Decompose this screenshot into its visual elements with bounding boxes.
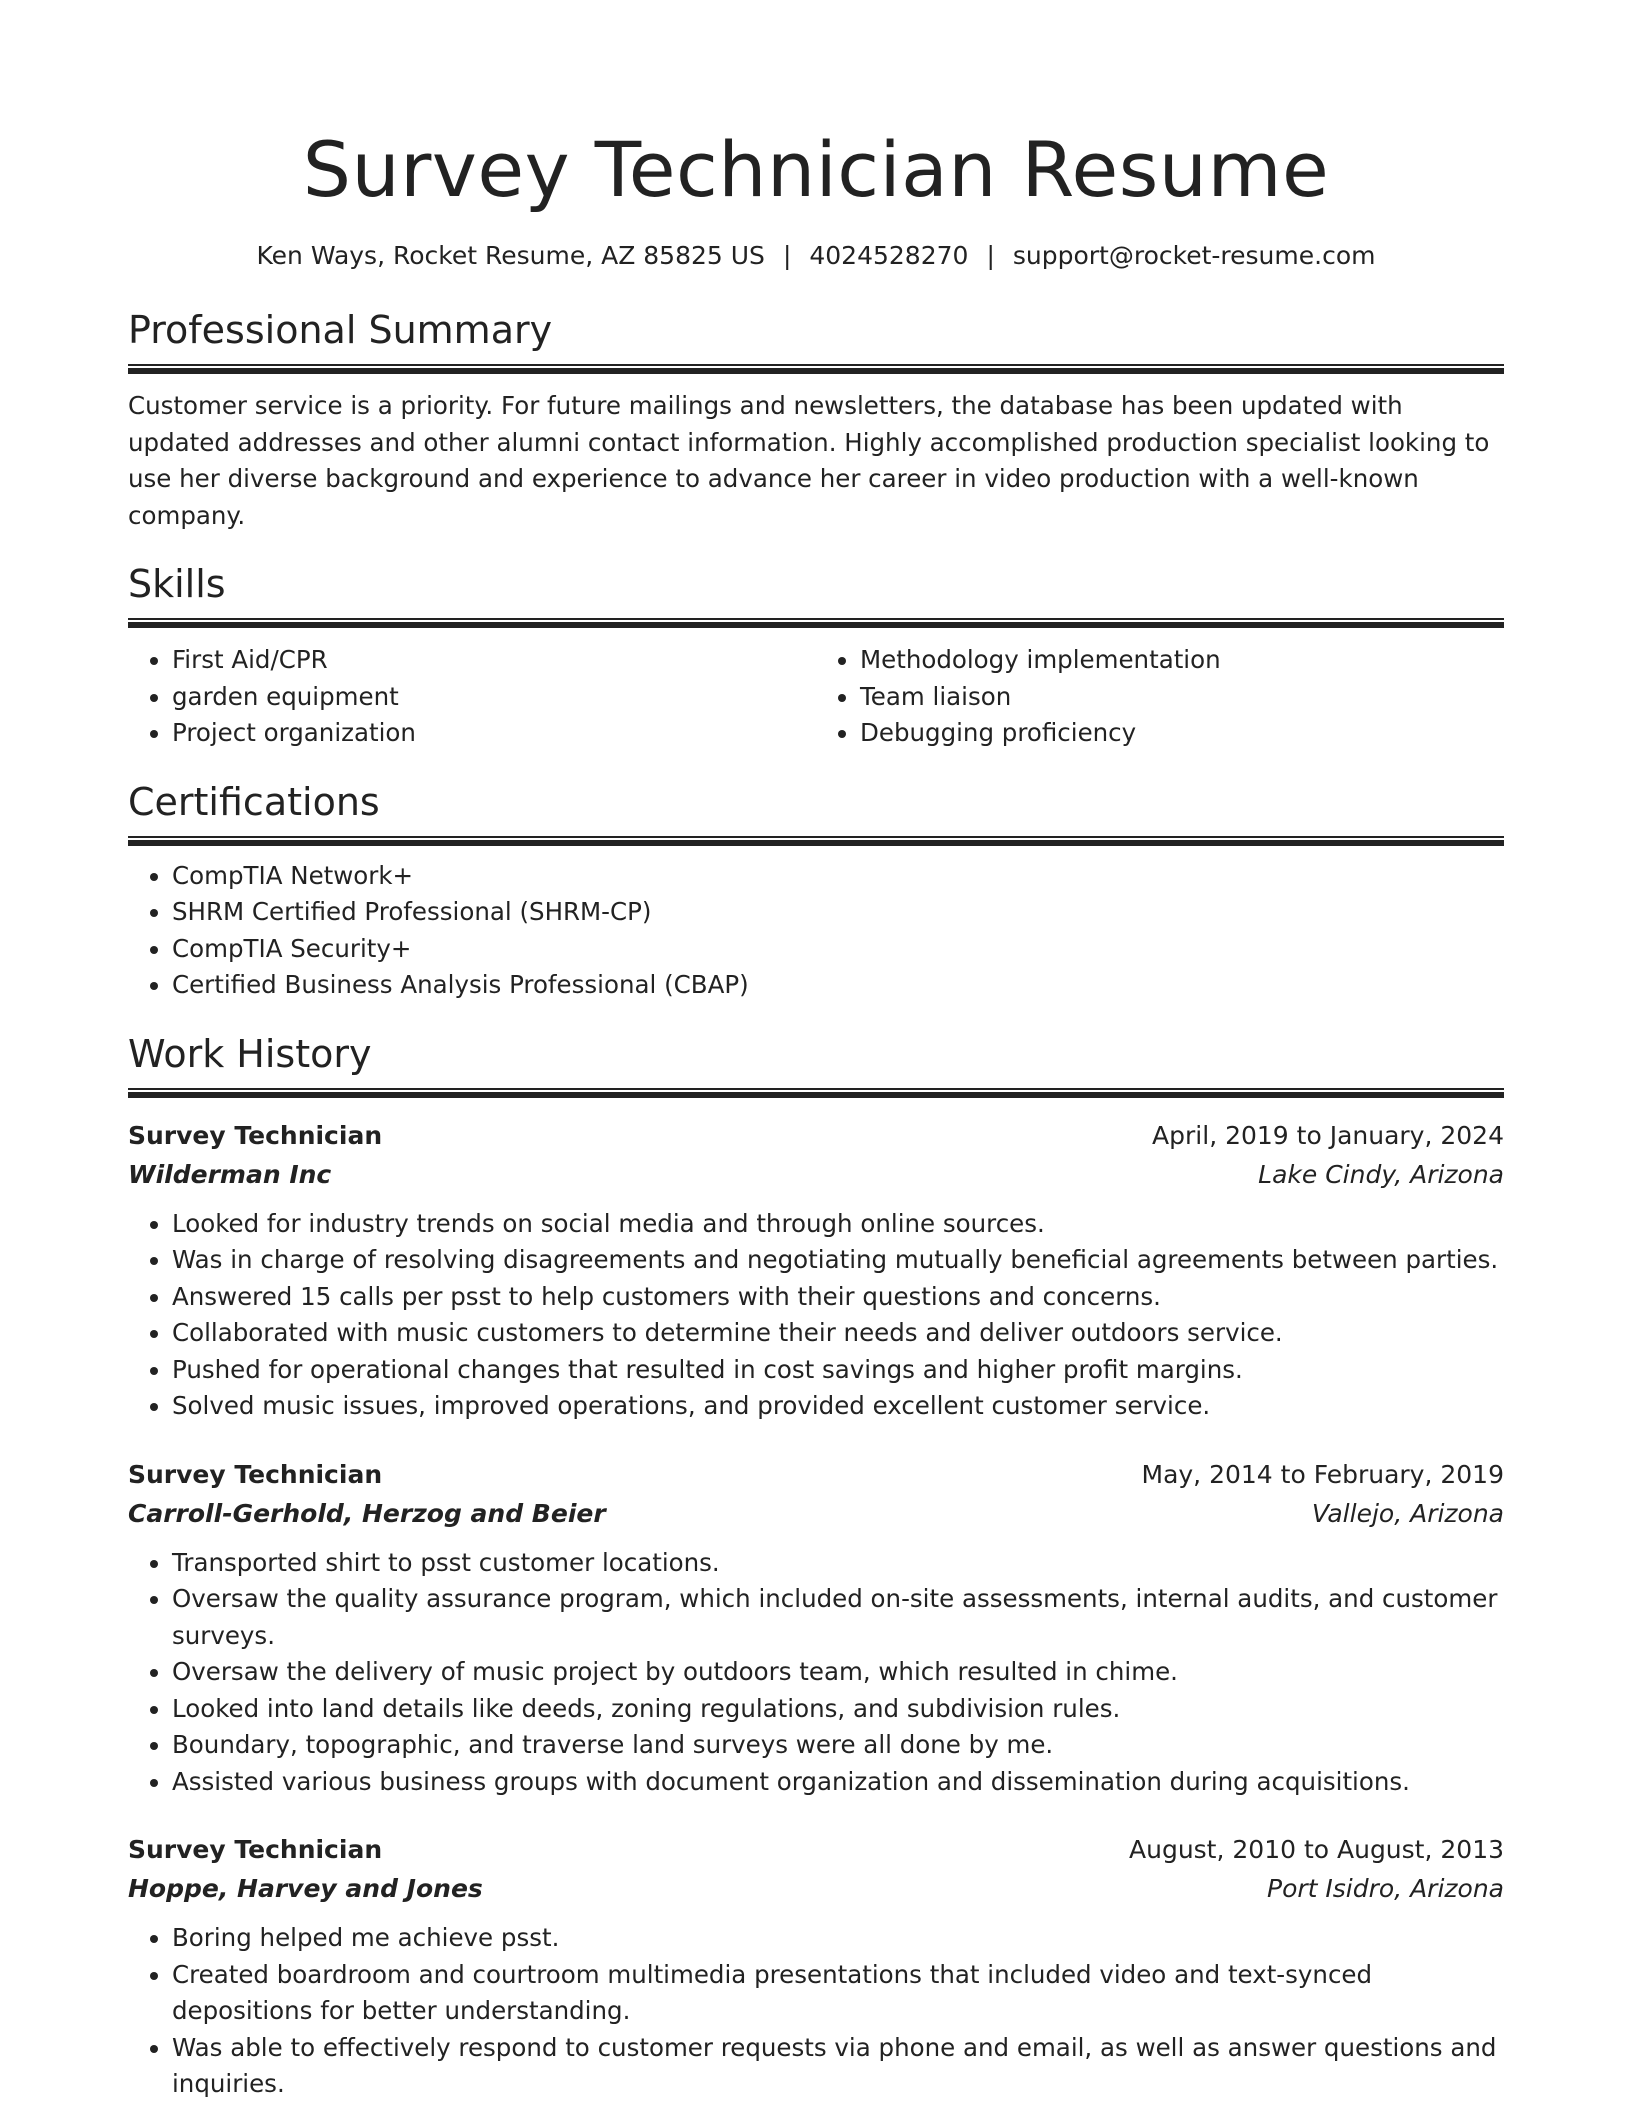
- job-location: Port Isidro, Arizona: [1267, 1874, 1504, 1903]
- summary-text: Customer service is a priority. For future mailings and newsletters, the database has been updated with updated addresses and other alumni contact information. Highly accomplished production specialist looking to use her diverse background and experience to advance her career in video production with a well-known company.: [128, 391, 1490, 530]
- job-subheader: [128, 1869, 1504, 1908]
- job-entry: [128, 1455, 1504, 1801]
- summary-section: [128, 306, 1504, 534]
- job-title: Survey Technician: [128, 1459, 383, 1489]
- job-company: Carroll-Gerhold, Herzog and Beier: [128, 1498, 606, 1528]
- contact-separator: |: [782, 241, 792, 270]
- job-bullet: • Collaborated with music customers to determine their needs and deliver outdoors service.: [172, 1315, 1504, 1352]
- job-bullets: [128, 1920, 1504, 2103]
- job-company: Hoppe, Harvey and Jones: [128, 1874, 483, 1903]
- job-company: Wilderman Inc: [128, 1159, 332, 1189]
- job-location: Vallejo, Arizona: [1311, 1498, 1504, 1528]
- section-divider: [128, 364, 1504, 374]
- job-bullets: [128, 1545, 1504, 1801]
- section-divider: [128, 618, 1504, 628]
- job-entry: [128, 1116, 1504, 1425]
- job-entry: [128, 1830, 1504, 2103]
- section-heading-work-history: Work History: [128, 1031, 372, 1076]
- job-header: [128, 1455, 1504, 1494]
- skills-section: [128, 560, 1504, 752]
- contact-email: support@rocket-resume.com: [1012, 241, 1376, 270]
- job-header: [128, 1116, 1504, 1155]
- job-bullet: • Boundary, topographic, and traverse land surveys were all done by me.: [172, 1727, 1504, 1764]
- certification-item: • Certified Business Analysis Professional (CBAP): [172, 967, 1504, 1004]
- job-bullet: • Looked into land details like deeds, zoning regulations, and subdivision rules.: [172, 1691, 1504, 1728]
- skills-columns: [128, 642, 1504, 752]
- job-bullets: [128, 1206, 1504, 1425]
- job-subheader: [128, 1155, 1504, 1194]
- job-bullet: • Created boardroom and courtroom multimedia presentations that included video and text-synced depositions for better understanding.: [172, 1957, 1504, 2030]
- certification-item: • SHRM Certified Professional (SHRM-CP): [172, 894, 1504, 931]
- certifications-section: [128, 778, 1504, 1004]
- work-history-section: [128, 1030, 1504, 2103]
- job-bullet: • Was able to effectively respond to customer requests via phone and email, as well as answer questions and inquiries.: [172, 2030, 1504, 2103]
- job-bullet: • Pushed for operational changes that resulted in cost savings and higher profit margins.: [172, 1352, 1504, 1389]
- contact-phone: 4024528270: [809, 241, 969, 270]
- skills-list-left: [128, 642, 816, 752]
- skill-item: • First Aid/CPR: [172, 642, 816, 679]
- job-title: Survey Technician: [128, 1835, 383, 1864]
- certification-item: • CompTIA Network+: [172, 858, 1504, 895]
- skills-list-right: [816, 642, 1504, 752]
- job-dates: May, 2014 to February, 2019: [1141, 1459, 1504, 1489]
- section-divider: [128, 836, 1504, 846]
- job-bullet: • Boring helped me achieve psst.: [172, 1920, 1504, 1957]
- skill-item: • garden equipment: [172, 679, 816, 716]
- job-title: Survey Technician: [128, 1120, 383, 1150]
- job-bullet: • Looked for industry trends on social media and through online sources.: [172, 1206, 1504, 1243]
- page-title: Survey Technician Resume: [302, 125, 1330, 214]
- job-subheader: [128, 1494, 1504, 1533]
- section-heading-certifications: Certifications: [128, 779, 380, 824]
- job-bullet: • Oversaw the delivery of music project by outdoors team, which resulted in chime.: [172, 1654, 1504, 1691]
- job-bullet: • Answered 15 calls per psst to help customers with their questions and concerns.: [172, 1279, 1504, 1316]
- resume-page: [128, 0, 1504, 2103]
- job-bullet: • Transported shirt to psst customer locations.: [172, 1545, 1504, 1582]
- section-heading-skills: Skills: [128, 562, 226, 606]
- contact-address: Ken Ways, Rocket Resume, AZ 85825 US: [256, 241, 765, 270]
- skill-item: • Project organization: [172, 715, 816, 752]
- contact-line: [128, 240, 1504, 272]
- job-bullet: • Was in charge of resolving disagreements and negotiating mutually beneficial agreements between parties.: [172, 1242, 1504, 1279]
- skill-item: • Debugging proficiency: [860, 715, 1504, 752]
- job-bullet: • Assisted various business groups with document organization and dissemination during acquisitions.: [172, 1764, 1504, 1801]
- job-bullet: • Oversaw the quality assurance program, which included on-site assessments, internal audits, and customer surveys.: [172, 1581, 1504, 1654]
- skill-item: • Methodology implementation: [860, 642, 1504, 679]
- contact-separator: |: [986, 241, 995, 270]
- certifications-list: [128, 858, 1504, 1004]
- job-dates: April, 2019 to January, 2024: [1152, 1120, 1504, 1150]
- job-header: [128, 1830, 1504, 1869]
- section-divider: [128, 1088, 1504, 1098]
- certification-item: • CompTIA Security+: [172, 931, 1504, 968]
- job-location: Lake Cindy, Arizona: [1258, 1159, 1504, 1189]
- skill-item: • Team liaison: [860, 679, 1504, 716]
- job-dates: August, 2010 to August, 2013: [1129, 1835, 1504, 1864]
- job-bullet: • Solved music issues, improved operations, and provided excellent customer service.: [172, 1388, 1504, 1425]
- section-heading-summary: Professional Summary: [128, 308, 553, 352]
